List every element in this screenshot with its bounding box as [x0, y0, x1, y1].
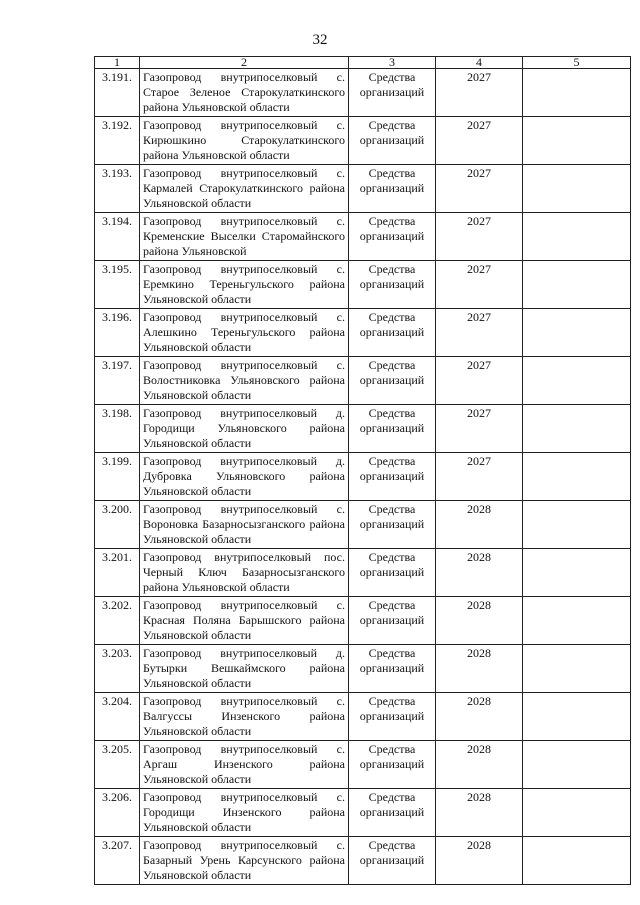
table-row — [95, 837, 631, 885]
table-body — [95, 69, 631, 885]
funding-source-cell: Средства организаций — [349, 789, 436, 837]
table-row — [95, 357, 631, 405]
funding-source-cell: Средства организаций — [349, 165, 436, 213]
table-row — [95, 405, 631, 453]
page-number: 32 — [312, 32, 328, 48]
funding-source-cell: Средства организаций — [349, 693, 436, 741]
row-number-cell: 3.201. — [95, 549, 140, 597]
row-number-cell: 3.196. — [95, 309, 140, 357]
row-number-cell: 3.207. — [95, 837, 140, 885]
year-cell: 2028 — [436, 741, 523, 789]
table-row — [95, 453, 631, 501]
year-cell: 2028 — [436, 645, 523, 693]
note-cell — [523, 69, 631, 117]
funding-source-cell: Средства организаций — [349, 645, 436, 693]
table-header-row — [95, 57, 631, 69]
object-name-cell: Газопровод внутрипоселковый с. Аргаш Инзенского района Ульяновской области — [140, 741, 349, 789]
row-number-cell: 3.198. — [95, 405, 140, 453]
row-number-cell: 3.193. — [95, 165, 140, 213]
funding-source-cell: Средства организаций — [349, 501, 436, 549]
object-name-cell: Газопровод внутрипоселковый с. Кирюшкино Старокулаткинского района Ульяновской области — [140, 117, 349, 165]
year-cell: 2028 — [436, 789, 523, 837]
row-number-cell: 3.204. — [95, 693, 140, 741]
gas-pipeline-table — [94, 56, 631, 885]
object-name-cell: Газопровод внутрипоселковый с. Старое Зеленое Старокулаткинского района Ульяновской области — [140, 69, 349, 117]
table-row — [95, 597, 631, 645]
note-cell — [523, 261, 631, 309]
year-cell: 2027 — [436, 213, 523, 261]
column-header-4: 4 — [436, 57, 523, 69]
object-name-cell: Газопровод внутрипоселковый с. Вороновка Базарносызганского района Ульяновской области — [140, 501, 349, 549]
row-number-cell: 3.197. — [95, 357, 140, 405]
table-row — [95, 165, 631, 213]
object-name-cell: Газопровод внутрипоселковый д. Городищи Ульяновского района Ульяновской области — [140, 405, 349, 453]
funding-source-cell: Средства организаций — [349, 357, 436, 405]
note-cell — [523, 549, 631, 597]
table-row — [95, 69, 631, 117]
funding-source-cell: Средства организаций — [349, 213, 436, 261]
note-cell — [523, 741, 631, 789]
row-number-cell: 3.205. — [95, 741, 140, 789]
table-row — [95, 741, 631, 789]
note-cell — [523, 501, 631, 549]
table-row — [95, 261, 631, 309]
funding-source-cell: Средства организаций — [349, 405, 436, 453]
table-row — [95, 501, 631, 549]
object-name-cell: Газопровод внутрипоселковый д. Бутырки Вешкаймского района Ульяновской области — [140, 645, 349, 693]
funding-source-cell: Средства организаций — [349, 117, 436, 165]
year-cell: 2027 — [436, 165, 523, 213]
row-number-cell: 3.192. — [95, 117, 140, 165]
funding-source-cell: Средства организаций — [349, 69, 436, 117]
note-cell — [523, 117, 631, 165]
year-cell: 2028 — [436, 549, 523, 597]
year-cell: 2027 — [436, 357, 523, 405]
row-number-cell: 3.199. — [95, 453, 140, 501]
table-row — [95, 789, 631, 837]
note-cell — [523, 357, 631, 405]
year-cell: 2027 — [436, 405, 523, 453]
note-cell — [523, 789, 631, 837]
year-cell: 2027 — [436, 117, 523, 165]
table-row — [95, 645, 631, 693]
note-cell — [523, 837, 631, 885]
object-name-cell: Газопровод внутрипоселковый с. Еремкино Тереньгульского района Ульяновской области — [140, 261, 349, 309]
table-row — [95, 549, 631, 597]
note-cell — [523, 645, 631, 693]
object-name-cell: Газопровод внутрипоселковый д. Дубровка Ульяновского района Ульяновской области — [140, 453, 349, 501]
note-cell — [523, 405, 631, 453]
row-number-cell: 3.203. — [95, 645, 140, 693]
year-cell: 2027 — [436, 261, 523, 309]
funding-source-cell: Средства организаций — [349, 837, 436, 885]
year-cell: 2028 — [436, 837, 523, 885]
funding-source-cell: Средства организаций — [349, 549, 436, 597]
year-cell: 2027 — [436, 69, 523, 117]
row-number-cell: 3.195. — [95, 261, 140, 309]
year-cell: 2027 — [436, 453, 523, 501]
table-row — [95, 117, 631, 165]
year-cell: 2028 — [436, 693, 523, 741]
object-name-cell: Газопровод внутрипоселковый с. Волостниковка Ульяновского района Ульяновской области — [140, 357, 349, 405]
year-cell: 2027 — [436, 309, 523, 357]
row-number-cell: 3.194. — [95, 213, 140, 261]
year-cell: 2028 — [436, 597, 523, 645]
note-cell — [523, 693, 631, 741]
note-cell — [523, 309, 631, 357]
note-cell — [523, 597, 631, 645]
object-name-cell: Газопровод внутрипоселковый с. Валгуссы Инзенского района Ульяновской области — [140, 693, 349, 741]
funding-source-cell: Средства организаций — [349, 453, 436, 501]
column-header-2: 2 — [140, 57, 349, 69]
object-name-cell: Газопровод внутрипоселковый с. Кармалей Старокулаткинского района Ульяновской области — [140, 165, 349, 213]
row-number-cell: 3.206. — [95, 789, 140, 837]
year-cell: 2028 — [436, 501, 523, 549]
object-name-cell: Газопровод внутрипоселковый с. Красная Поляна Барышского района Ульяновской области — [140, 597, 349, 645]
object-name-cell: Газопровод внутрипоселковый пос. Черный Ключ Базарносызганского района Ульяновской области — [140, 549, 349, 597]
funding-source-cell: Средства организаций — [349, 741, 436, 789]
object-name-cell: Газопровод внутрипоселковый с. Городищи Инзенского района Ульяновской области — [140, 789, 349, 837]
note-cell — [523, 165, 631, 213]
column-header-5: 5 — [523, 57, 631, 69]
table-row — [95, 213, 631, 261]
table-row — [95, 309, 631, 357]
note-cell — [523, 453, 631, 501]
object-name-cell: Газопровод внутрипоселковый с. Кременские Выселки Старомайнского района Ульяновской — [140, 213, 349, 261]
funding-source-cell: Средства организаций — [349, 261, 436, 309]
object-name-cell: Газопровод внутрипоселковый с. Базарный Урень Карсунского района Ульяновской области — [140, 837, 349, 885]
row-number-cell: 3.202. — [95, 597, 140, 645]
column-header-1: 1 — [95, 57, 140, 69]
funding-source-cell: Средства организаций — [349, 597, 436, 645]
table-row — [95, 693, 631, 741]
object-name-cell: Газопровод внутрипоселковый с. Алешкино Тереньгульского района Ульяновской области — [140, 309, 349, 357]
note-cell — [523, 213, 631, 261]
row-number-cell: 3.191. — [95, 69, 140, 117]
column-header-3: 3 — [349, 57, 436, 69]
row-number-cell: 3.200. — [95, 501, 140, 549]
funding-source-cell: Средства организаций — [349, 309, 436, 357]
